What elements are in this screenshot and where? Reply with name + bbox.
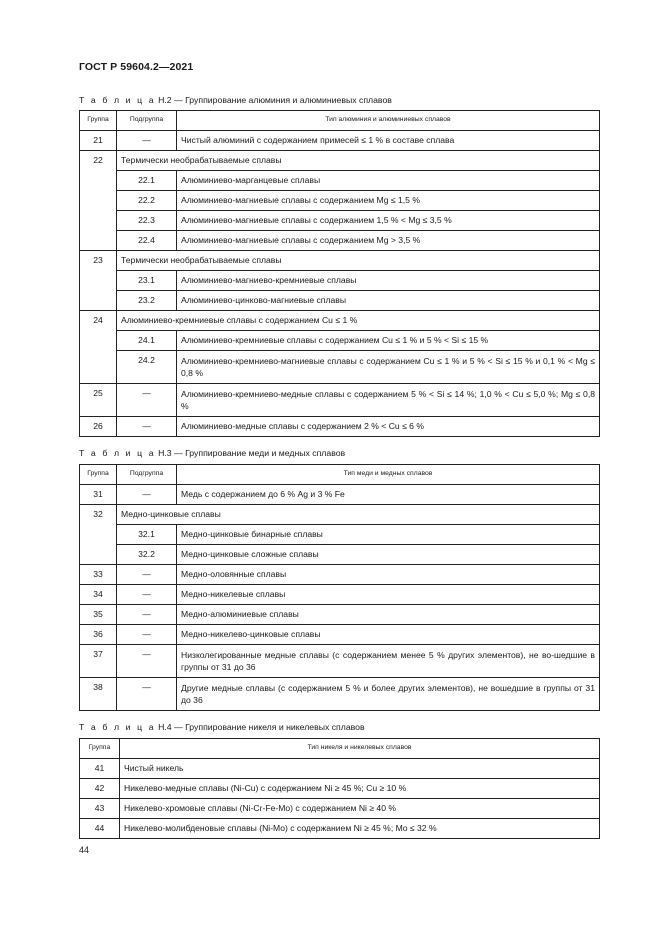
subgroup-cell: 22.3: [117, 211, 177, 231]
group-type-cell: Алюминиево-кремниевые сплавы с содержанием Cu ≤ 1 %: [117, 311, 600, 331]
table-row: [80, 211, 600, 231]
table-row: [80, 231, 600, 251]
type-cell: Медь с содержанием до 6 % Ag и 3 % Fe: [177, 485, 600, 505]
subgroup-cell: 24.2: [117, 351, 177, 384]
table-h2-label: Т а б л и ц а: [79, 95, 156, 105]
table-h3-caption: [79, 448, 345, 458]
table-h2: [79, 110, 600, 437]
table-row: [80, 505, 600, 525]
type-cell: Алюминиево-кремниевые сплавы с содержанием Cu ≤ 1 % и 5 % < Si ≤ 15 %: [177, 331, 600, 351]
group-cell: 43: [80, 799, 120, 819]
subgroup-cell: —: [117, 384, 177, 417]
type-cell: Медно-цинковые сложные сплавы: [177, 545, 600, 565]
table-row: [80, 331, 600, 351]
type-cell: Низколегированные медные сплавы (с содержанием менее 5 % других элементов), не во-шедшие в группы от 31 до 36: [177, 645, 600, 678]
type-cell: Никелево-молибденовые сплавы (Ni-Mo) с содержанием Ni ≥ 45 %; Mo ≤ 32 %: [120, 819, 600, 839]
column-header: Группа: [80, 465, 117, 485]
type-cell: Медно-никелево-цинковые сплавы: [177, 625, 600, 645]
table-row: [80, 311, 600, 331]
table-row: [80, 171, 600, 191]
subgroup-cell: —: [117, 417, 177, 437]
subgroup-cell: —: [117, 645, 177, 678]
table-row: [80, 625, 600, 645]
subgroup-cell: —: [117, 625, 177, 645]
type-cell: Медно-алюминиевые сплавы: [177, 605, 600, 625]
table-row: [80, 799, 600, 819]
group-type-cell: Термически необрабатываемые сплавы: [117, 151, 600, 171]
table-h4-label: Т а б л и ц а: [79, 722, 156, 732]
table-header-row: [80, 739, 600, 759]
column-header: Группа: [80, 739, 120, 759]
table-header-row: [80, 465, 600, 485]
group-cell: 22: [80, 151, 117, 251]
type-cell: Алюминиево-кремниево-магниевые сплавы с содержанием Cu ≤ 1 % и 5 % < Si ≤ 15 % и 0,1 % < Mg ≤ 0,8 %: [177, 351, 600, 384]
subgroup-cell: —: [117, 585, 177, 605]
table-row: [80, 291, 600, 311]
document-header: ГОСТ Р 59604.2—2021: [79, 61, 194, 73]
group-cell: 38: [80, 678, 117, 711]
table-row: [80, 585, 600, 605]
table-h3-title: Н.3 — Группирование меди и медных сплавов: [158, 448, 346, 458]
table-h2-title: Н.2 — Группирование алюминия и алюминиевых сплавов: [158, 95, 392, 105]
subgroup-cell: 22.1: [117, 171, 177, 191]
group-cell: 44: [80, 819, 120, 839]
group-cell: 37: [80, 645, 117, 678]
group-type-cell: Медно-цинковые сплавы: [117, 505, 600, 525]
table-row: [80, 151, 600, 171]
subgroup-cell: 22.4: [117, 231, 177, 251]
table-row: [80, 678, 600, 711]
type-cell: Алюминиево-магниево-кремниевые сплавы: [177, 271, 600, 291]
subgroup-cell: 32.1: [117, 525, 177, 545]
table-row: [80, 645, 600, 678]
table-h4-caption: [79, 722, 365, 732]
subgroup-cell: 22.2: [117, 191, 177, 211]
subgroup-cell: —: [117, 605, 177, 625]
type-cell: Другие медные сплавы (с содержанием 5 % и более других элементов), не вошедшие в группы от 31 до 36: [177, 678, 600, 711]
subgroup-cell: 23.2: [117, 291, 177, 311]
table-row: [80, 271, 600, 291]
group-cell: 32: [80, 505, 117, 565]
subgroup-cell: 32.2: [117, 545, 177, 565]
table-h3-label: Т а б л и ц а: [79, 448, 156, 458]
table-row: [80, 779, 600, 799]
table-header-row: [80, 111, 600, 131]
group-cell: 36: [80, 625, 117, 645]
table-h4: [79, 738, 600, 839]
subgroup-cell: —: [117, 678, 177, 711]
type-cell: Никелево-хромовые сплавы (Ni-Cr-Fe-Mo) с содержанием Ni ≥ 40 %: [120, 799, 600, 819]
table-row: [80, 759, 600, 779]
subgroup-cell: 23.1: [117, 271, 177, 291]
table-h4-title: Н.4 — Группирование никеля и никелевых сплавов: [158, 722, 365, 732]
table-row: [80, 525, 600, 545]
group-cell: 34: [80, 585, 117, 605]
table-h3: [79, 464, 600, 711]
type-cell: Алюминиево-магниевые сплавы с содержанием Mg > 3,5 %: [177, 231, 600, 251]
type-cell: Алюминиево-цинково-магниевые сплавы: [177, 291, 600, 311]
type-cell: Алюминиево-медные сплавы с содержанием 2 % < Cu ≤ 6 %: [177, 417, 600, 437]
group-cell: 31: [80, 485, 117, 505]
group-cell: 33: [80, 565, 117, 585]
table-row: [80, 417, 600, 437]
table-row: [80, 485, 600, 505]
group-cell: 23: [80, 251, 117, 311]
subgroup-cell: —: [117, 565, 177, 585]
table-row: [80, 251, 600, 271]
type-cell: Медно-оловянные сплавы: [177, 565, 600, 585]
table-h2-caption: [79, 95, 392, 105]
subgroup-cell: 24.1: [117, 331, 177, 351]
type-cell: Чистый алюминий с содержанием примесей ≤ 1 % в составе сплава: [177, 131, 600, 151]
table-row: [80, 191, 600, 211]
column-header: Подгруппа: [117, 465, 177, 485]
column-header: Группа: [80, 111, 117, 131]
table-row: [80, 605, 600, 625]
group-cell: 35: [80, 605, 117, 625]
table-row: [80, 131, 600, 151]
column-header: Тип меди и медных сплавов: [177, 465, 600, 485]
type-cell: Алюминиево-марганцевые сплавы: [177, 171, 600, 191]
group-cell: 42: [80, 779, 120, 799]
table-row: [80, 384, 600, 417]
group-cell: 25: [80, 384, 117, 417]
column-header: Подгруппа: [117, 111, 177, 131]
group-cell: 21: [80, 131, 117, 151]
subgroup-cell: —: [117, 131, 177, 151]
type-cell: Чистый никель: [120, 759, 600, 779]
group-cell: 24: [80, 311, 117, 384]
table-row: [80, 565, 600, 585]
group-cell: 26: [80, 417, 117, 437]
group-type-cell: Термически необрабатываемые сплавы: [117, 251, 600, 271]
subgroup-cell: —: [117, 485, 177, 505]
table-row: [80, 545, 600, 565]
table-row: [80, 819, 600, 839]
type-cell: Алюминиево-кремниево-медные сплавы с содержанием 5 % < Si ≤ 14 %; 1,0 % < Cu ≤ 5,0 %; Mg ≤ 0,8 %: [177, 384, 600, 417]
column-header: Тип никеля и никелевых сплавов: [120, 739, 600, 759]
type-cell: Алюминиево-магниевые сплавы с содержанием Mg ≤ 1,5 %: [177, 191, 600, 211]
type-cell: Медно-никелевые сплавы: [177, 585, 600, 605]
table-row: [80, 351, 600, 384]
column-header: Тип алюминия и алюминиевых сплавов: [177, 111, 600, 131]
type-cell: Медно-цинковые бинарные сплавы: [177, 525, 600, 545]
page-number: 44: [79, 845, 90, 855]
group-cell: 41: [80, 759, 120, 779]
type-cell: Алюминиево-магниевые сплавы с содержанием 1,5 % < Mg ≤ 3,5 %: [177, 211, 600, 231]
type-cell: Никелево-медные сплавы (Ni-Cu) с содержанием Ni ≥ 45 %; Cu ≥ 10 %: [120, 779, 600, 799]
